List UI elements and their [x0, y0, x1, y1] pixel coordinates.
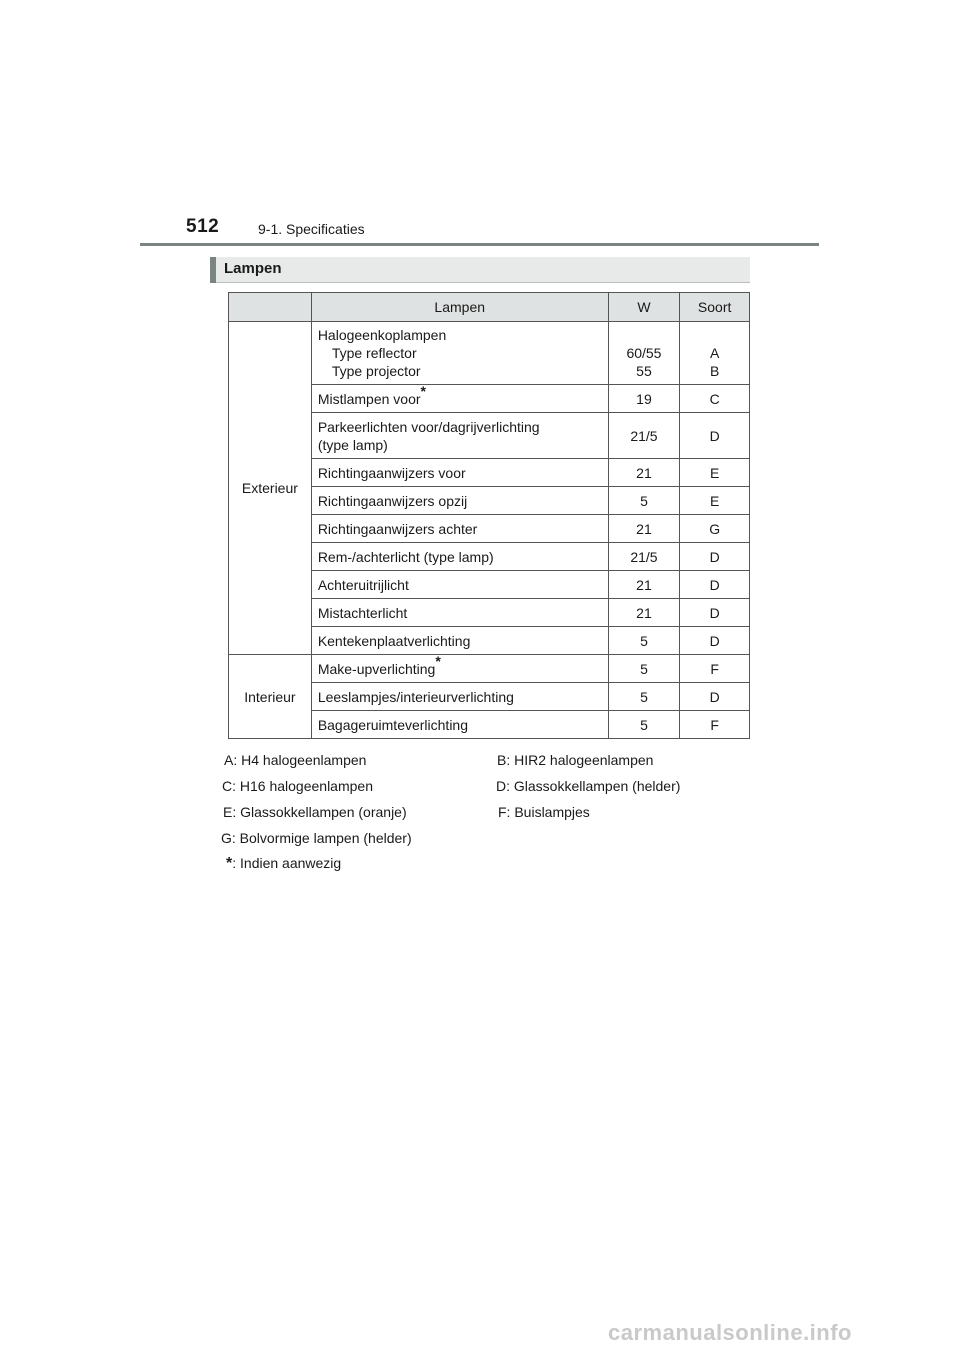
lamp-name: Leeslampjes/interieurverlichting	[311, 683, 608, 711]
table-row	[229, 322, 750, 385]
halogen-title: Halogeenkoplampen	[317, 327, 447, 343]
lamp-type: D	[680, 571, 750, 599]
footnote	[226, 855, 341, 873]
group-exterior: Exterieur	[229, 322, 312, 655]
lamps-heading-accent	[210, 257, 216, 283]
lamp-name-line1: Parkeerlichten voor/dagrijverlichting	[317, 418, 540, 435]
column-header-type: Soort	[680, 293, 750, 322]
halogen-sub-reflector: Type reflector	[331, 345, 417, 361]
lamp-spec-table	[228, 292, 750, 739]
footnote-text: : Indien aanwezig	[232, 855, 342, 871]
wattage: 5	[608, 627, 680, 655]
type-reflector: A	[709, 345, 720, 361]
lamp-name: Richtingaanwijzers opzij	[311, 487, 608, 515]
halogen-sub-projector: Type projector	[331, 363, 421, 379]
wattage	[608, 322, 680, 385]
legend-b: B: HIR2 halogeenlampen	[497, 752, 654, 768]
lamps-heading: Lampen	[224, 260, 282, 277]
footnote-marker: *	[420, 382, 426, 399]
wattage: 21/5	[608, 413, 680, 459]
lamp-name-text: Make-upverlichting	[317, 660, 436, 677]
footnote-marker: *	[435, 652, 441, 669]
lamp-type: G	[680, 515, 750, 543]
lamp-name	[311, 652, 608, 683]
lamp-name-line2: (type lamp)	[317, 436, 388, 453]
lamp-name	[311, 413, 608, 459]
watermark: carmanualsonline.info	[608, 1320, 852, 1345]
group-interior: Interieur	[229, 655, 312, 739]
type-projector: B	[709, 363, 720, 379]
lamp-name: Rem-/achterlicht (type lamp)	[311, 543, 608, 571]
legend-f: F: Buislampjes	[498, 804, 590, 820]
lamp-name	[311, 382, 608, 413]
wattage: 21	[608, 459, 680, 487]
page-number: 512	[186, 216, 220, 237]
legend-e: E: Glassokkellampen (oranje)	[223, 804, 407, 820]
lamp-type: E	[680, 487, 750, 515]
wattage: 5	[608, 683, 680, 711]
wattage: 21	[608, 571, 680, 599]
wattage: 21/5	[608, 543, 680, 571]
lamp-name: Kentekenplaatverlichting	[311, 627, 608, 655]
legend-c: C: H16 halogeenlampen	[222, 778, 373, 794]
wattage: 21	[608, 515, 680, 543]
section-title: 9-1. Specificaties	[258, 221, 365, 237]
lamp-name: Achteruitrijlicht	[311, 571, 608, 599]
lamp-type: C	[680, 385, 750, 413]
lamp-type: F	[680, 711, 750, 739]
lamp-type: D	[680, 627, 750, 655]
lamp-name: Bagageruimteverlichting	[311, 711, 608, 739]
wattage: 5	[608, 487, 680, 515]
lamp-name: Mistachterlicht	[311, 599, 608, 627]
wattage-reflector: 60/55	[626, 345, 662, 361]
wattage: 21	[608, 599, 680, 627]
lamp-name: Richtingaanwijzers voor	[311, 459, 608, 487]
lamp-type	[680, 322, 750, 385]
column-header-group	[229, 293, 312, 322]
wattage: 5	[608, 655, 680, 683]
legend-d: D: Glassokkellampen (helder)	[496, 778, 681, 794]
table-row	[229, 655, 750, 683]
wattage: 5	[608, 711, 680, 739]
lamp-type: F	[680, 655, 750, 683]
lamp-name	[311, 322, 608, 385]
footnote-star: *	[226, 855, 233, 872]
lamps-heading-bar	[210, 257, 750, 283]
lamp-type: D	[680, 413, 750, 459]
wattage: 19	[608, 385, 680, 413]
lamp-type: D	[680, 683, 750, 711]
lamp-name-text: Mistlampen voor	[317, 390, 421, 407]
lamp-type: D	[680, 543, 750, 571]
lamp-name: Richtingaanwijzers achter	[311, 515, 608, 543]
lamp-type: D	[680, 599, 750, 627]
column-header-watt: W	[608, 293, 680, 322]
table-header-row	[229, 293, 750, 322]
wattage-projector: 55	[636, 363, 652, 379]
lamp-type: E	[680, 459, 750, 487]
column-header-lamp: Lampen	[311, 293, 608, 322]
legend-g: G: Bolvormige lampen (helder)	[221, 830, 412, 846]
header-rule	[140, 243, 819, 246]
legend-a: A: H4 halogeenlampen	[224, 752, 367, 768]
